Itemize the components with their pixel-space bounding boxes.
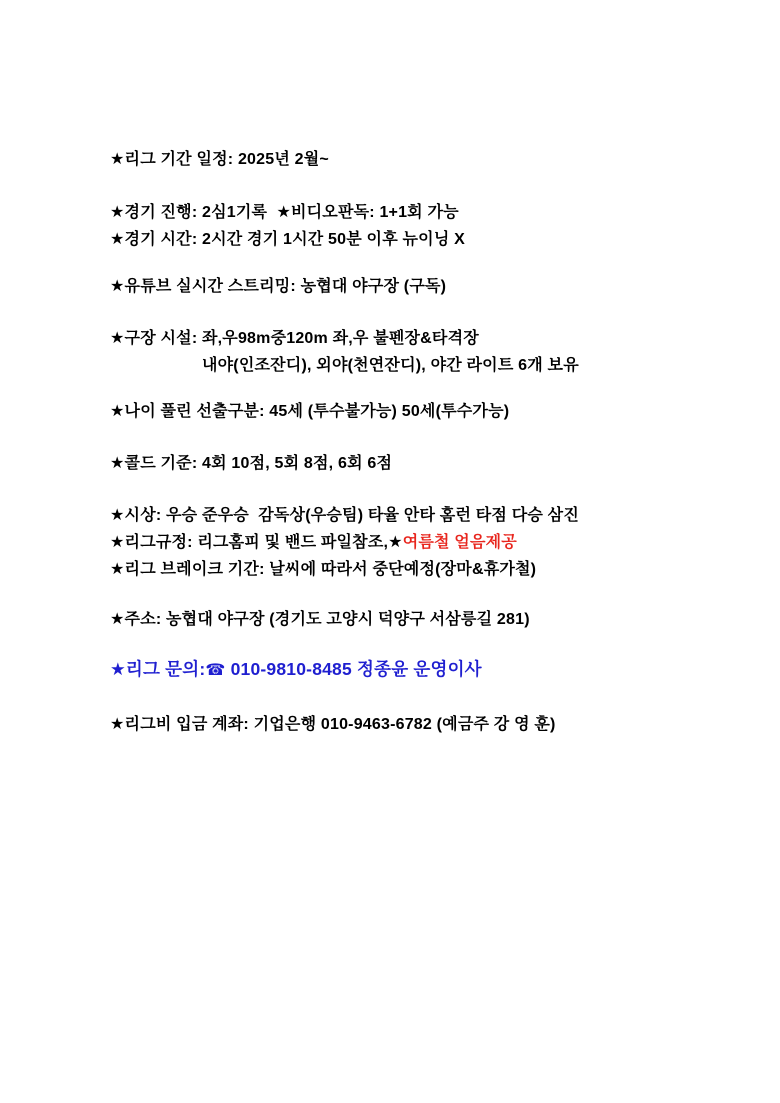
stadium-facility-line1: ★구장 시설: 좌,우98m중120m 좌,우 불펜장&타격장	[110, 330, 479, 347]
section-league-period	[110, 146, 720, 173]
youtube-streaming-text: ★유튜브 실시간 스트리밍: 농협대 야구장 (구독)	[110, 278, 447, 295]
break-period-text: ★리그 브레이크 기간: 날씨에 따라서 중단예정(장마&휴가철)	[110, 561, 537, 578]
league-period-text: ★리그 기간 일정: 2025년 2월~	[110, 151, 329, 168]
game-time-text: ★경기 시간: 2시간 경기 1시간 50분 이후 뉴이닝 X	[110, 231, 465, 248]
phone-icon: ☎	[205, 662, 226, 679]
section-game-rules	[110, 199, 720, 253]
regulation-prefix-text: ★리그규정: 리그홈피 및 밴드 파일참조,★	[110, 534, 403, 551]
section-awards-regulations	[110, 502, 720, 583]
section-stadium	[110, 325, 720, 379]
section-youtube	[110, 273, 720, 300]
section-address	[110, 606, 720, 633]
section-age-rule	[110, 398, 720, 425]
regulation-line	[110, 529, 720, 556]
age-rule-text: ★나이 풀린 선출구분: 45세 (투수불가능) 50세(투수가능)	[110, 403, 510, 420]
contact-prefix-text: ★리그 문의:	[110, 659, 206, 679]
stadium-facility-line2: 내야(인조잔디), 외야(천연잔디), 야간 라이트 6개 보유	[202, 357, 579, 374]
bank-account-text: ★리그비 입금 계좌: 기업은행 010-9463-6782 (예금주 강 영 훈)	[110, 716, 556, 733]
game-format-text: ★경기 진행: 2심1기록 ★비디오판독: 1+1회 가능	[110, 204, 459, 221]
contact-line	[110, 654, 720, 686]
section-cold-rule	[110, 450, 720, 477]
contact-detail-text: 010-9810-8485 정종윤 운영이사	[225, 659, 482, 679]
cold-game-rule-text: ★콜드 기준: 4회 10점, 5회 8점, 6회 6점	[110, 455, 393, 472]
address-text: ★주소: 농협대 야구장 (경기도 고양시 덕양구 서삼릉길 281)	[110, 611, 530, 628]
section-bank-account	[110, 711, 720, 738]
regulation-highlight-text: 여름철 얼음제공	[402, 534, 517, 551]
awards-text: ★시상: 우승 준우승 감독상(우승팀) 타율 안타 홈런 타점 다승 삼진	[110, 507, 579, 524]
section-contact	[110, 654, 720, 686]
